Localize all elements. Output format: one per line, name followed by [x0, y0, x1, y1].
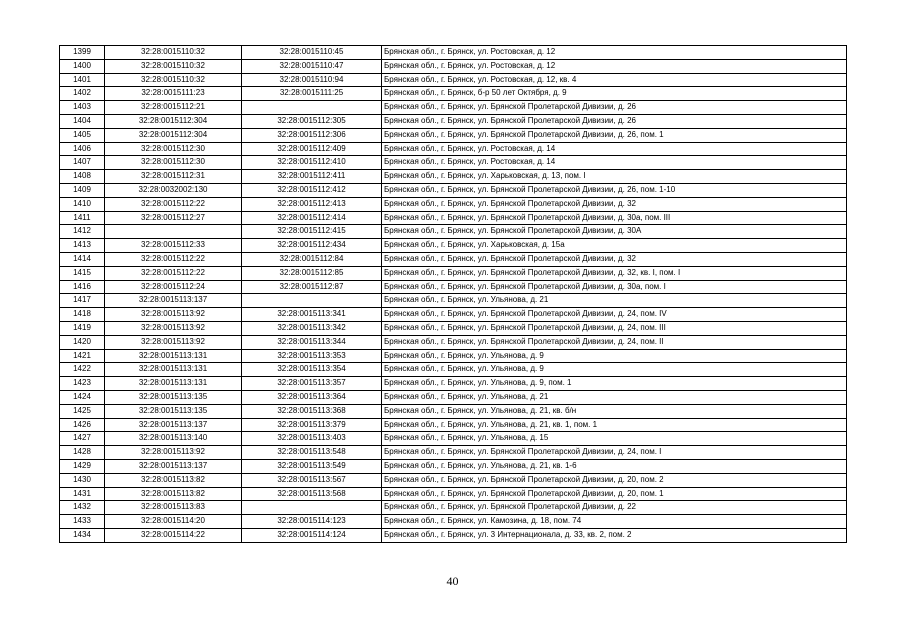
address-cell: Брянская обл., г. Брянск, ул. Брянской Пролетарской Дивизии, д. 24, пом. IV — [382, 308, 847, 322]
parcel-cadastral-number-cell: 32:28:0015112:22 — [105, 252, 242, 266]
parcel-cadastral-number-cell: 32:28:0015113:131 — [105, 363, 242, 377]
address-cell: Брянская обл., г. Брянск, ул. Харьковская, д. 13, пом. I — [382, 170, 847, 184]
address-cell: Брянская обл., г. Брянск, ул. Ростовская, д. 12, кв. 4 — [382, 73, 847, 87]
object-cadastral-number-cell: 32:28:0015113:567 — [242, 473, 382, 487]
address-cell: Брянская обл., г. Брянск, ул. Ульянова, д. 9, пом. 1 — [382, 377, 847, 391]
parcel-cadastral-number-cell: 32:28:0015113:82 — [105, 487, 242, 501]
address-cell: Брянская обл., г. Брянск, ул. Брянской Пролетарской Дивизии, д. 30а, пом. III — [382, 211, 847, 225]
object-cadastral-number-cell: 32:28:0015113:341 — [242, 308, 382, 322]
object-cadastral-number-cell: 32:28:0015113:549 — [242, 459, 382, 473]
row-number-cell: 1430 — [60, 473, 105, 487]
table-row — [60, 418, 847, 432]
table-row — [60, 46, 847, 60]
parcel-cadastral-number-cell: 32:28:0015113:137 — [105, 294, 242, 308]
address-cell: Брянская обл., г. Брянск, ул. Брянской Пролетарской Дивизии, д. 26 — [382, 114, 847, 128]
parcel-cadastral-number-cell: 32:28:0015112:33 — [105, 239, 242, 253]
address-cell: Брянская обл., г. Брянск, ул. Харьковская, д. 15а — [382, 239, 847, 253]
parcel-cadastral-number-cell: 32:28:0015114:20 — [105, 515, 242, 529]
address-cell: Брянская обл., г. Брянск, ул. Брянской Пролетарской Дивизии, д. 26, пом. 1-10 — [382, 183, 847, 197]
table-row — [60, 446, 847, 460]
row-number-cell: 1414 — [60, 252, 105, 266]
parcel-cadastral-number-cell: 32:28:0015112:31 — [105, 170, 242, 184]
table-row — [60, 225, 847, 239]
address-cell: Брянская обл., г. Брянск, ул. Ростовская, д. 14 — [382, 156, 847, 170]
object-cadastral-number-cell: 32:28:0015114:124 — [242, 528, 382, 542]
address-cell: Брянская обл., г. Брянск, ул. Брянской Пролетарской Дивизии, д. 20, пом. 1 — [382, 487, 847, 501]
parcel-cadastral-number-cell: 32:28:0015113:92 — [105, 446, 242, 460]
cadastral-registry-table — [59, 45, 847, 543]
object-cadastral-number-cell: 32:28:0015112:409 — [242, 142, 382, 156]
table-row — [60, 239, 847, 253]
address-cell: Брянская обл., г. Брянск, ул. Брянской Пролетарской Дивизии, д. 30А — [382, 225, 847, 239]
object-cadastral-number-cell: 32:28:0015112:85 — [242, 266, 382, 280]
table-row — [60, 404, 847, 418]
row-number-cell: 1434 — [60, 528, 105, 542]
table-row — [60, 363, 847, 377]
table-row — [60, 101, 847, 115]
row-number-cell: 1422 — [60, 363, 105, 377]
parcel-cadastral-number-cell: 32:28:0015113:92 — [105, 321, 242, 335]
row-number-cell: 1425 — [60, 404, 105, 418]
table-row — [60, 128, 847, 142]
row-number-cell: 1433 — [60, 515, 105, 529]
address-cell: Брянская обл., г. Брянск, ул. Ульянова, д. 21 — [382, 390, 847, 404]
address-cell: Брянская обл., г. Брянск, ул. Ульянова, д. 9 — [382, 363, 847, 377]
address-cell: Брянская обл., г. Брянск, ул. Ростовская, д. 12 — [382, 59, 847, 73]
row-number-cell: 1411 — [60, 211, 105, 225]
row-number-cell: 1399 — [60, 46, 105, 60]
object-cadastral-number-cell: 32:28:0015112:87 — [242, 280, 382, 294]
row-number-cell: 1432 — [60, 501, 105, 515]
address-cell: Брянская обл., г. Брянск, ул. Камозина, д. 18, пом. 74 — [382, 515, 847, 529]
row-number-cell: 1403 — [60, 101, 105, 115]
row-number-cell: 1400 — [60, 59, 105, 73]
parcel-cadastral-number-cell: 32:28:0015113:131 — [105, 377, 242, 391]
row-number-cell: 1424 — [60, 390, 105, 404]
row-number-cell: 1429 — [60, 459, 105, 473]
object-cadastral-number-cell: 32:28:0015113:568 — [242, 487, 382, 501]
page-number: 40 — [446, 574, 459, 588]
parcel-cadastral-number-cell: 32:28:0015114:22 — [105, 528, 242, 542]
table-row — [60, 280, 847, 294]
object-cadastral-number-cell: 32:28:0015113:379 — [242, 418, 382, 432]
object-cadastral-number-cell: 32:28:0015111:25 — [242, 87, 382, 101]
table-row — [60, 211, 847, 225]
address-cell: Брянская обл., г. Брянск, ул. Ульянова, д. 9 — [382, 349, 847, 363]
object-cadastral-number-cell: 32:28:0015112:412 — [242, 183, 382, 197]
parcel-cadastral-number-cell — [105, 225, 242, 239]
object-cadastral-number-cell: 32:28:0015113:368 — [242, 404, 382, 418]
parcel-cadastral-number-cell: 32:28:0015113:140 — [105, 432, 242, 446]
object-cadastral-number-cell: 32:28:0015110:45 — [242, 46, 382, 60]
object-cadastral-number-cell: 32:28:0015113:403 — [242, 432, 382, 446]
object-cadastral-number-cell: 32:28:0015113:354 — [242, 363, 382, 377]
row-number-cell: 1409 — [60, 183, 105, 197]
table-row — [60, 142, 847, 156]
object-cadastral-number-cell: 32:28:0015113:344 — [242, 335, 382, 349]
object-cadastral-number-cell: 32:28:0015113:548 — [242, 446, 382, 460]
object-cadastral-number-cell: 32:28:0015112:84 — [242, 252, 382, 266]
parcel-cadastral-number-cell: 32:28:0015112:22 — [105, 197, 242, 211]
table-row — [60, 156, 847, 170]
parcel-cadastral-number-cell: 32:28:0015113:83 — [105, 501, 242, 515]
parcel-cadastral-number-cell: 32:28:0015113:82 — [105, 473, 242, 487]
parcel-cadastral-number-cell: 32:28:0015112:22 — [105, 266, 242, 280]
address-cell: Брянская обл., г. Брянск, ул. Ульянова, д. 21, кв. 1, пом. 1 — [382, 418, 847, 432]
object-cadastral-number-cell: 32:28:0015112:411 — [242, 170, 382, 184]
address-cell: Брянская обл., г. Брянск, ул. Брянской Пролетарской Дивизии, д. 26, пом. 1 — [382, 128, 847, 142]
object-cadastral-number-cell: 32:28:0015114:123 — [242, 515, 382, 529]
row-number-cell: 1416 — [60, 280, 105, 294]
table-row — [60, 183, 847, 197]
object-cadastral-number-cell: 32:28:0015112:306 — [242, 128, 382, 142]
row-number-cell: 1427 — [60, 432, 105, 446]
parcel-cadastral-number-cell: 32:28:0015113:135 — [105, 390, 242, 404]
table-row — [60, 87, 847, 101]
row-number-cell: 1420 — [60, 335, 105, 349]
parcel-cadastral-number-cell: 32:28:0015113:92 — [105, 308, 242, 322]
table-row — [60, 390, 847, 404]
parcel-cadastral-number-cell: 32:28:0015110:32 — [105, 73, 242, 87]
parcel-cadastral-number-cell: 32:28:0015113:137 — [105, 459, 242, 473]
parcel-cadastral-number-cell: 32:28:0015112:304 — [105, 128, 242, 142]
parcel-cadastral-number-cell: 32:28:0015111:23 — [105, 87, 242, 101]
table-row — [60, 59, 847, 73]
row-number-cell: 1423 — [60, 377, 105, 391]
row-number-cell: 1412 — [60, 225, 105, 239]
address-cell: Брянская обл., г. Брянск, ул. Ульянова, д. 21 — [382, 294, 847, 308]
address-cell: Брянская обл., г. Брянск, ул. Брянской Пролетарской Дивизии, д. 32 — [382, 252, 847, 266]
table-row — [60, 515, 847, 529]
row-number-cell: 1417 — [60, 294, 105, 308]
object-cadastral-number-cell: 32:28:0015113:364 — [242, 390, 382, 404]
object-cadastral-number-cell: 32:28:0015112:414 — [242, 211, 382, 225]
object-cadastral-number-cell: 32:28:0015112:410 — [242, 156, 382, 170]
table-row — [60, 294, 847, 308]
parcel-cadastral-number-cell: 32:28:0015110:32 — [105, 46, 242, 60]
object-cadastral-number-cell: 32:28:0015110:47 — [242, 59, 382, 73]
object-cadastral-number-cell: 32:28:0015112:415 — [242, 225, 382, 239]
object-cadastral-number-cell: 32:28:0015113:353 — [242, 349, 382, 363]
address-cell: Брянская обл., г. Брянск, ул. Брянской Пролетарской Дивизии, д. 26 — [382, 101, 847, 115]
parcel-cadastral-number-cell: 32:28:0015113:92 — [105, 335, 242, 349]
address-cell: Брянская обл., г. Брянск, ул. Брянской Пролетарской Дивизии, д. 22 — [382, 501, 847, 515]
table-row — [60, 170, 847, 184]
address-cell: Брянская обл., г. Брянск, ул. Ростовская, д. 12 — [382, 46, 847, 60]
table-row — [60, 266, 847, 280]
row-number-cell: 1418 — [60, 308, 105, 322]
row-number-cell: 1401 — [60, 73, 105, 87]
table-row — [60, 114, 847, 128]
table-row — [60, 377, 847, 391]
object-cadastral-number-cell: 32:28:0015112:305 — [242, 114, 382, 128]
table-row — [60, 487, 847, 501]
parcel-cadastral-number-cell: 32:28:0015113:135 — [105, 404, 242, 418]
row-number-cell: 1415 — [60, 266, 105, 280]
object-cadastral-number-cell — [242, 501, 382, 515]
parcel-cadastral-number-cell: 32:28:0015112:27 — [105, 211, 242, 225]
row-number-cell: 1413 — [60, 239, 105, 253]
address-cell: Брянская обл., г. Брянск, ул. 3 Интернационала, д. 33, кв. 2, пом. 2 — [382, 528, 847, 542]
row-number-cell: 1405 — [60, 128, 105, 142]
object-cadastral-number-cell: 32:28:0015113:342 — [242, 321, 382, 335]
table-row — [60, 473, 847, 487]
table-row — [60, 501, 847, 515]
object-cadastral-number-cell: 32:28:0015113:357 — [242, 377, 382, 391]
row-number-cell: 1408 — [60, 170, 105, 184]
address-cell: Брянская обл., г. Брянск, ул. Брянской Пролетарской Дивизии, д. 24, пом. II — [382, 335, 847, 349]
parcel-cadastral-number-cell: 32:28:0015112:24 — [105, 280, 242, 294]
parcel-cadastral-number-cell: 32:28:0015110:32 — [105, 59, 242, 73]
address-cell: Брянская обл., г. Брянск, ул. Брянской Пролетарской Дивизии, д. 20, пом. 2 — [382, 473, 847, 487]
table-row — [60, 252, 847, 266]
address-cell: Брянская обл., г. Брянск, ул. Ульянова, д. 21, кв. 1-6 — [382, 459, 847, 473]
address-cell: Брянская обл., г. Брянск, ул. Ульянова, д. 15 — [382, 432, 847, 446]
object-cadastral-number-cell — [242, 294, 382, 308]
object-cadastral-number-cell — [242, 101, 382, 115]
row-number-cell: 1426 — [60, 418, 105, 432]
object-cadastral-number-cell: 32:28:0015110:94 — [242, 73, 382, 87]
parcel-cadastral-number-cell: 32:28:0015112:304 — [105, 114, 242, 128]
address-cell: Брянская обл., г. Брянск, ул. Брянской Пролетарской Дивизии, д. 24, пом. I — [382, 446, 847, 460]
row-number-cell: 1419 — [60, 321, 105, 335]
row-number-cell: 1431 — [60, 487, 105, 501]
row-number-cell: 1404 — [60, 114, 105, 128]
object-cadastral-number-cell: 32:28:0015112:434 — [242, 239, 382, 253]
object-cadastral-number-cell: 32:28:0015112:413 — [242, 197, 382, 211]
table-row — [60, 73, 847, 87]
parcel-cadastral-number-cell: 32:28:0015113:131 — [105, 349, 242, 363]
address-cell: Брянская обл., г. Брянск, б-р 50 лет Октября, д. 9 — [382, 87, 847, 101]
table-row — [60, 335, 847, 349]
parcel-cadastral-number-cell: 32:28:0015112:30 — [105, 156, 242, 170]
registry-table-body — [60, 46, 847, 543]
row-number-cell: 1402 — [60, 87, 105, 101]
table-row — [60, 308, 847, 322]
address-cell: Брянская обл., г. Брянск, ул. Ульянова, д. 21, кв. б/н — [382, 404, 847, 418]
address-cell: Брянская обл., г. Брянск, ул. Брянской Пролетарской Дивизии, д. 32 — [382, 197, 847, 211]
row-number-cell: 1428 — [60, 446, 105, 460]
address-cell: Брянская обл., г. Брянск, ул. Брянской Пролетарской Дивизии, д. 24, пом. III — [382, 321, 847, 335]
table-row — [60, 321, 847, 335]
address-cell: Брянская обл., г. Брянск, ул. Брянской Пролетарской Дивизии, д. 32, кв. I, пом. I — [382, 266, 847, 280]
table-row — [60, 197, 847, 211]
table-row — [60, 459, 847, 473]
parcel-cadastral-number-cell: 32:28:0015112:21 — [105, 101, 242, 115]
table-row — [60, 349, 847, 363]
row-number-cell: 1421 — [60, 349, 105, 363]
table-row — [60, 528, 847, 542]
table-row — [60, 432, 847, 446]
address-cell: Брянская обл., г. Брянск, ул. Брянской Пролетарской Дивизии, д. 30а, пом. I — [382, 280, 847, 294]
row-number-cell: 1410 — [60, 197, 105, 211]
parcel-cadastral-number-cell: 32:28:0032002:130 — [105, 183, 242, 197]
row-number-cell: 1407 — [60, 156, 105, 170]
parcel-cadastral-number-cell: 32:28:0015113:137 — [105, 418, 242, 432]
address-cell: Брянская обл., г. Брянск, ул. Ростовская, д. 14 — [382, 142, 847, 156]
row-number-cell: 1406 — [60, 142, 105, 156]
parcel-cadastral-number-cell: 32:28:0015112:30 — [105, 142, 242, 156]
